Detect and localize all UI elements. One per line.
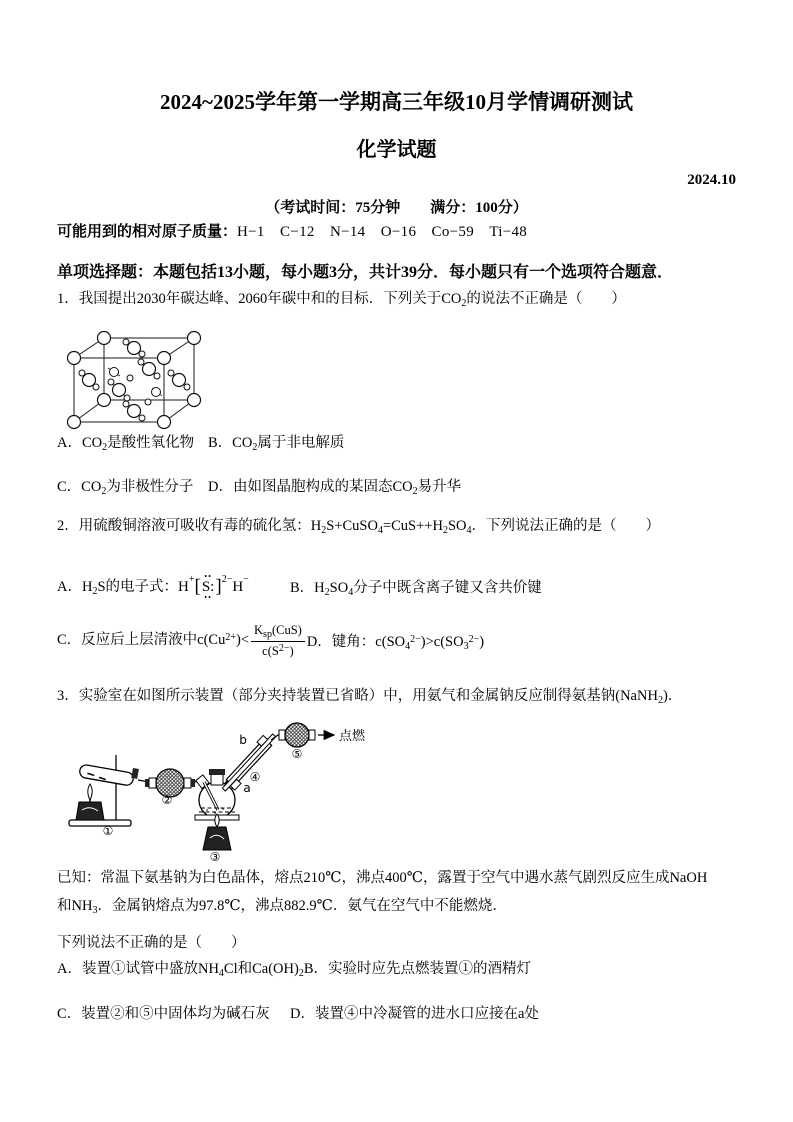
fraction-numerator: $K_{sp}(CuS)$ [251, 622, 305, 642]
q3-question-line: 下列说法不正确的是（ ） [57, 935, 246, 951]
drying-bulb-5 [279, 723, 315, 747]
q3-known-note: 已知：常温下氨基钠为白色晶体，熔点210℃，沸点400℃，露置于空气中遇水蒸气剧烈反应生成NaOH和$NH_3$．金属钠熔点为97.8℃，沸点882.9℃．氨气在空气中不能燃烧． [57, 870, 708, 916]
page-title: 2024~2025学年第一学期高三年级10月学情调研测试 [160, 90, 633, 114]
device-label-1: ① [102, 824, 114, 838]
device-label-2: ② [161, 793, 173, 807]
ignite-label: 点燃 [339, 729, 366, 744]
q1-options-row-cd [57, 475, 773, 497]
atomic-mass-label: 可能用到的相对原子质量： [57, 224, 238, 240]
q1-option-b: B．$CO_2$属于非电解质 [208, 435, 345, 453]
device-label-4: ④ [249, 770, 261, 784]
lewis-bracket-charge: 2− [221, 574, 233, 585]
lewis-h2: H [232, 578, 244, 595]
atomic-mass-values: H−1 C−12 N−14 O−16 Co−59 Ti−48 [237, 224, 528, 240]
port-a-label: a [243, 781, 251, 795]
q2-options-row-ab [57, 556, 773, 618]
fraction-denominator: $c(S^{2-})$ [262, 643, 294, 659]
exam-info: （考试时间：75分钟 满分：100分） [265, 200, 528, 216]
q1-option-a: A．$CO_2$是酸性氧化物 [57, 435, 195, 453]
q1-option-c: C．$CO_2$为非极性分子 [57, 479, 194, 497]
q2-option-c-text: C．反应后上层清液中$c(Cu^{2+})<$ [57, 632, 250, 649]
lewis-h2-charge: − [243, 574, 249, 585]
atomic-mass-line [57, 220, 527, 241]
carbon-atoms [68, 332, 201, 429]
port-b-label: b [239, 733, 247, 747]
q1-stem: 1．我国提出2030年碳达峰、2060年碳中和的目标．下列关于$CO_2$的说法不正确是（ ） [57, 291, 626, 309]
q2-option-a [57, 573, 290, 601]
lewis-h1: H [178, 578, 189, 595]
q2-option-b: B．$H_2SO_4$分子中既含离子键又含共价键 [290, 580, 542, 598]
page-subtitle: 化学试题 [356, 139, 437, 161]
lewis-sulfur-stack [202, 573, 215, 601]
q3-options-row-cd [57, 1002, 773, 1023]
alcohol-lamp-3 [195, 814, 239, 850]
q3-option-b: B．实验时应先点燃装置①的酒精灯 [303, 961, 532, 977]
q1-options-row-ab [57, 431, 773, 453]
lone-pair-dots-bottom: •• [204, 593, 212, 602]
h2s-electron-formula [178, 573, 249, 601]
q3-options-row-ab [57, 957, 773, 979]
device-label-3: ③ [209, 850, 221, 864]
apparatus-figure [57, 718, 392, 864]
q1-option-d: D．由如图晶胞构成的某固态$CO_2$易升华 [208, 479, 462, 497]
q3-option-c: C．装置②和⑤中固体均为碱石灰 [57, 1006, 270, 1022]
section-header: 单项选择题：本题包括13小题，每小题3分，共计39分．每小题只有一个选项符合题意． [57, 264, 674, 281]
q2-stem: 2．用硫酸铜溶液可吸收有毒的硫化氢：$H_2S+CuSO_4=CuS++H_2SO_4$．下列说法正确的是（ ） [57, 518, 660, 536]
lewis-close-bracket: ] [215, 576, 222, 597]
q2-options-row-cd [57, 612, 773, 670]
q3-option-d: D．装置④中冷凝管的进水口应接在a处 [290, 1006, 539, 1022]
co2-crystal-cell-figure [60, 330, 215, 430]
q2-option-d: D．键角：$c(SO_4^{2-})>c(SO_3^{2-})$ [306, 634, 485, 652]
test-tube [79, 764, 139, 786]
lewis-sulfur: S: [201, 579, 215, 595]
q2-option-a-text: A．$H_2S$的电子式： [57, 578, 179, 597]
alcohol-lamp-1 [76, 784, 104, 820]
lewis-h1-charge: + [188, 574, 195, 585]
q3-option-a: A．装置①试管中盛放$NH_4Cl$和$Ca(OH)_2$ [57, 961, 304, 979]
lewis-open-bracket: [ [194, 576, 201, 597]
lone-pair-dots-top: •• [204, 572, 212, 581]
q2-option-c [57, 622, 307, 659]
device-label-5: ⑤ [291, 747, 303, 761]
q3-stem: 3．实验室在如图所示装置（部分夹持装置已省略）中，用氨气和金属钠反应制得氨基钠(NaNH$_2$)． [57, 688, 683, 706]
ksp-fraction [251, 622, 305, 659]
exam-date: 2024.10 [687, 172, 736, 188]
